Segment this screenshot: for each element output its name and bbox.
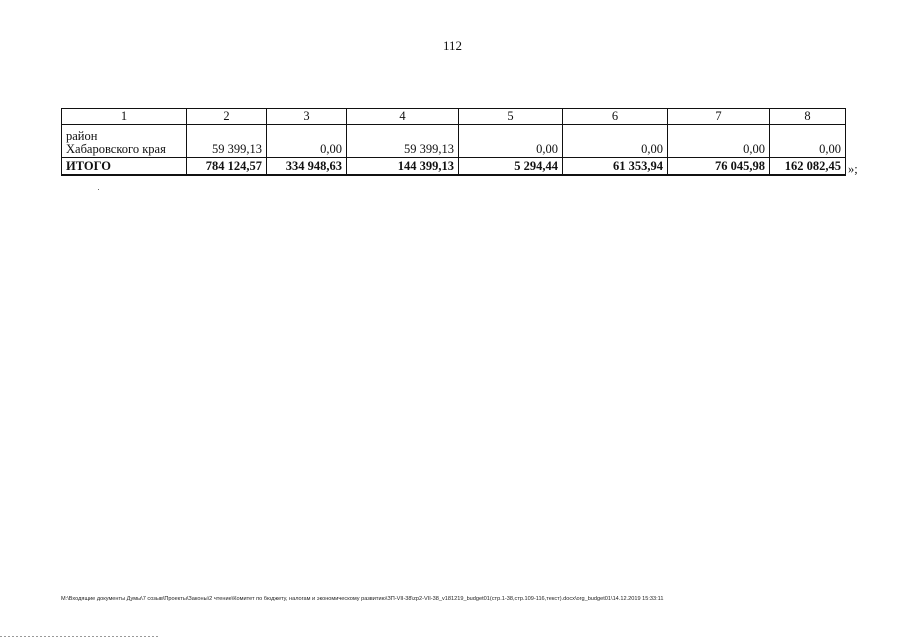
row-name-cell	[62, 125, 187, 158]
column-number-7: 7	[668, 109, 770, 125]
column-number-1: 1	[62, 109, 187, 125]
scan-speck	[98, 189, 99, 190]
total-value-col-6: 61 353,94	[563, 158, 668, 176]
table-header-row	[62, 109, 846, 125]
column-number-5: 5	[459, 109, 563, 125]
row-value-col-6: 0,00	[563, 125, 668, 158]
total-row	[62, 158, 846, 176]
scan-edge-line	[0, 636, 160, 637]
budget-table	[61, 108, 846, 176]
row-value-col-8: 0,00	[770, 125, 846, 158]
row-value-col-2: 59 399,13	[187, 125, 267, 158]
row-value-col-4: 59 399,13	[347, 125, 459, 158]
total-value-col-8: 162 082,45	[770, 158, 846, 176]
row-value-col-3: 0,00	[267, 125, 347, 158]
total-value-col-7: 76 045,98	[668, 158, 770, 176]
column-number-6: 6	[563, 109, 668, 125]
row-value-col-7: 0,00	[668, 125, 770, 158]
row-name-line-1: район	[66, 129, 98, 143]
total-value-col-4: 144 399,13	[347, 158, 459, 176]
column-number-2: 2	[187, 109, 267, 125]
column-number-4: 4	[347, 109, 459, 125]
row-value-col-5: 0,00	[459, 125, 563, 158]
column-number-3: 3	[267, 109, 347, 125]
closing-quote-mark: »;	[848, 162, 858, 176]
row-name-line-2: Хабаровского края	[66, 142, 166, 156]
page-number: 112	[442, 38, 463, 53]
footer-file-path: M:\Входящие документы Думы\7 созыв\Проекты\Законы\2 чтение\Комитет по бюджету, налогам и экономическому развитию\ЗП-VII-38\zp2-VII-38_v181219_budget01(стр.1-38,стр.109-116,текст).docx\org_budget01\14.12.2019 15:33:11	[61, 596, 664, 602]
total-value-col-3: 334 948,63	[267, 158, 347, 176]
column-number-8: 8	[770, 109, 846, 125]
total-label: ИТОГО	[62, 158, 187, 176]
total-value-col-5: 5 294,44	[459, 158, 563, 176]
total-value-col-2: 784 124,57	[187, 158, 267, 176]
table-row	[62, 125, 846, 158]
